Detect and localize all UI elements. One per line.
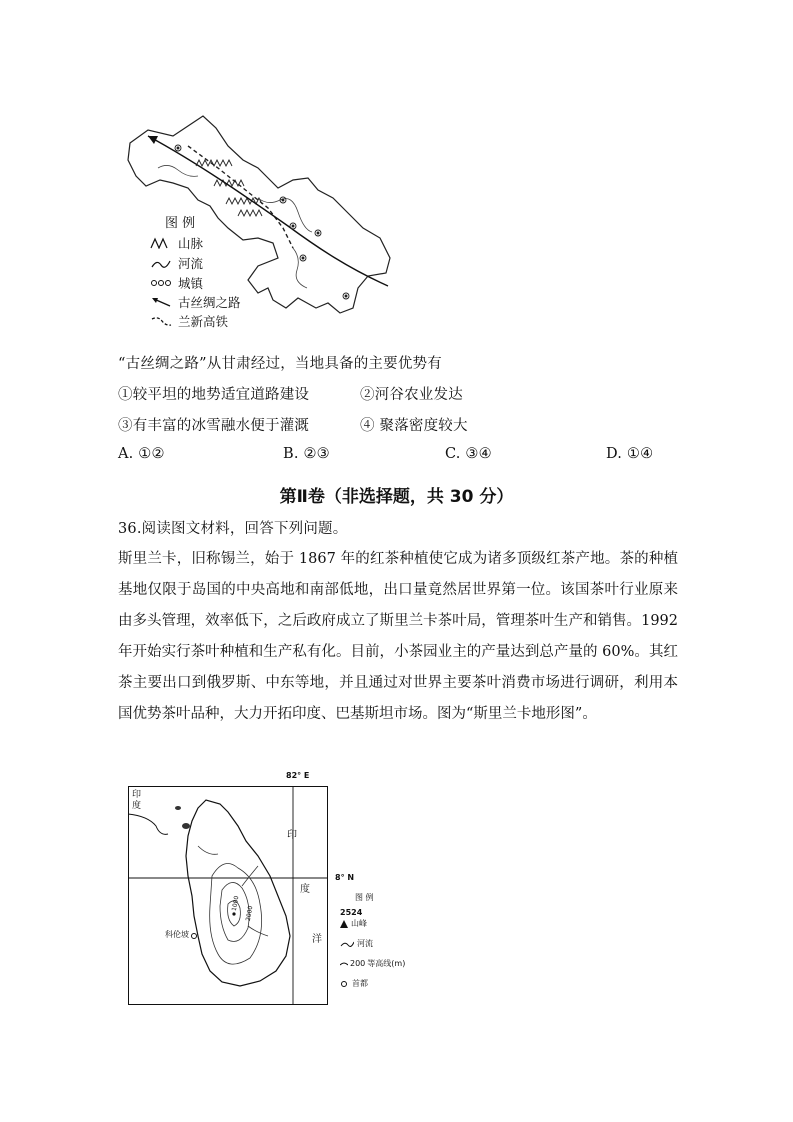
map2-legend-capital	[340, 978, 368, 989]
map2-legend-river	[340, 938, 373, 949]
map1-legend-river	[150, 254, 203, 272]
island-outline	[186, 800, 290, 986]
longitude-label: 82° E	[286, 771, 310, 780]
option-b: B. ②③	[283, 446, 330, 462]
railway-icon	[150, 315, 172, 327]
map1-legend-railway	[150, 312, 228, 330]
legend-label: 古丝绸之路	[178, 295, 241, 310]
contour-icon	[340, 960, 348, 968]
railway-line	[188, 146, 293, 248]
river-lines	[198, 846, 268, 936]
town-icon	[150, 277, 172, 289]
option-c: C. ③④	[445, 446, 492, 462]
map1-legend-town	[150, 274, 203, 292]
contour-prefix: 200	[350, 959, 366, 968]
silk-road-arrow-icon	[150, 296, 172, 308]
sri-lanka-map-frame	[128, 786, 328, 1006]
option-d: D. ①④	[606, 446, 654, 462]
question-stem: “古丝绸之路”从甘肃经过，当地具备的主要优势有	[118, 356, 442, 372]
peak-marker	[232, 912, 235, 915]
india-label: 印度	[132, 790, 142, 811]
mountain-symbols	[196, 160, 262, 216]
peak-icon	[340, 920, 348, 928]
legend-label: 城镇	[178, 276, 204, 291]
legend-label: 山脉	[178, 236, 204, 251]
mountain-icon	[150, 237, 172, 249]
river-icon	[150, 257, 172, 269]
statement-1: ①较平坦的地势适宜道路建设	[118, 387, 310, 403]
peak-value: 2524	[340, 908, 363, 917]
question-36-intro: 36.阅读图文材料，回答下列问题。	[118, 521, 348, 537]
legend-label: 河流	[357, 939, 373, 948]
contour-lines	[210, 864, 262, 965]
ocean-char-3: 洋	[312, 934, 322, 945]
statement-3: ③有丰富的冰雪融水便于灌溉	[118, 418, 310, 434]
contour-label-1000: 1000	[230, 895, 241, 912]
ocean-char-1: 印	[287, 830, 297, 841]
section-heading: 第Ⅱ卷（非选择题，共 30 分）	[279, 487, 514, 507]
statement-2: ②河谷农业发达	[360, 387, 463, 403]
option-a: A. ①②	[118, 446, 165, 462]
latitude-label: 8° N	[335, 873, 355, 882]
statement-4: ④ 聚落密度较大	[360, 418, 468, 434]
contour-label-2000: 2000	[244, 905, 255, 922]
map1-legend-mountain	[150, 234, 203, 252]
legend-label: 首都	[352, 979, 368, 988]
map2-legend-peak	[340, 918, 367, 929]
question-36-material: 斯里兰卡，旧称锡兰，始于 1867 年的红茶种植使它成为诸多顶级红茶产地。茶的种植基地仅限于岛国的中央高地和南部低地，出口量竟然居世界第一位。该国茶叶行业原来由多头管理，效率低下，之后政府成立了斯里兰卡茶叶局，管理茶叶生产和销售。1992 年开始实行茶叶种植和生产私有化。目前，小茶园业主的产量达到总产量的 60%。其红茶主要出口到俄罗斯、中东等地，并且通过对世界主要茶叶消费市场进行调研，利用本国优势茶叶品种，大力开拓印度、巴基斯坦市场。图为“斯里兰卡地形图”。	[118, 551, 678, 722]
sri-lanka-map	[128, 786, 328, 1006]
legend-label: 山峰	[351, 919, 367, 928]
map2-legend-title: 图 例	[355, 893, 374, 902]
capital-icon	[192, 934, 197, 939]
legend-label: 河流	[178, 256, 204, 271]
river-icon	[340, 940, 354, 948]
map2-legend-contour	[340, 958, 405, 969]
ocean-char-2: 度	[300, 884, 310, 895]
legend-label: 兰新高铁	[178, 314, 229, 329]
legend-label: 等高线(m)	[367, 959, 406, 968]
map1-legend-silk-road	[150, 293, 241, 311]
capital-icon	[340, 980, 348, 988]
map1-legend-title: 图 例	[165, 216, 196, 231]
capital-label: 科伦坡	[165, 930, 189, 939]
